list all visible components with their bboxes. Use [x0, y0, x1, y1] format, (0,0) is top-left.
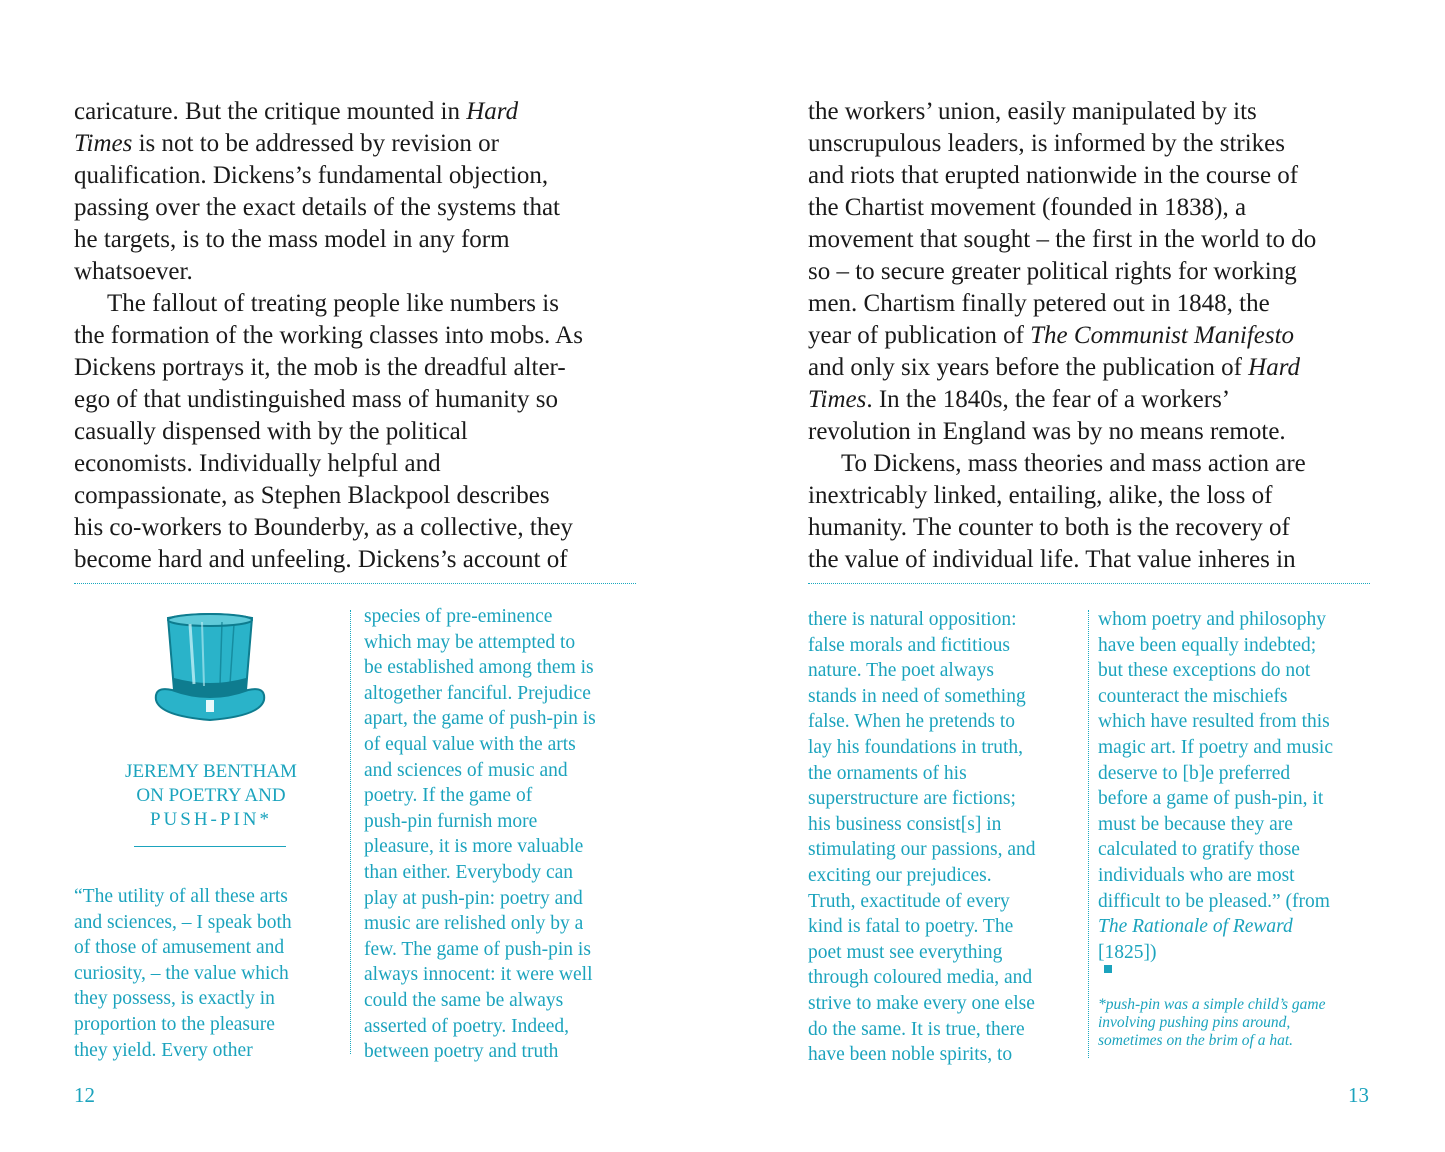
text-line: ego of that undistinguished mass of humanity so: [74, 386, 558, 413]
quote-line: few. The game of push-pin is: [364, 938, 591, 960]
text-line: movement that sought – the first in the world to do: [808, 226, 1317, 253]
quote-line: must be because they are: [1098, 813, 1293, 835]
quote-line: strive to make every one else: [808, 992, 1035, 1014]
quote-line: always innocent: it were well: [364, 964, 593, 986]
text-line: the workers’ union, easily manipulated by its: [808, 98, 1257, 125]
text-line: inextricably linked, entailing, alike, the loss of: [808, 482, 1273, 509]
quote-line: they yield. Every other: [74, 1039, 253, 1061]
text-line: qualification. Dickens’s fundamental objection,: [74, 162, 549, 189]
right-page: [722, 0, 1445, 1152]
text-line: [808, 384, 1374, 416]
text-line: the Chartist movement (founded in 1838), a: [808, 194, 1247, 221]
text-line: [74, 96, 636, 128]
quote-line: could the same be always: [364, 989, 564, 1011]
page-number: 13: [1348, 1083, 1369, 1107]
paragraph: [74, 288, 636, 576]
text-run: caricature. But the critique mounted in: [74, 98, 467, 125]
text-run: and only six years before the publication of: [808, 354, 1249, 381]
section-divider: [74, 583, 636, 584]
quote-line: false morals and fictitious: [808, 634, 1010, 656]
paragraph: [808, 448, 1374, 576]
text-line: humanity. The counter to both is the recovery of: [808, 514, 1290, 541]
heading-line: ON POETRY AND: [136, 785, 286, 806]
book-title: The Communist Manifesto: [1030, 322, 1295, 349]
text-line: the value of individual life. That value inheres in: [808, 546, 1296, 573]
text-line: and riots that erupted nationwide in the course of: [808, 162, 1299, 189]
quote-line: Truth, exactitude of every: [808, 890, 1010, 912]
quote-line: there is natural opposition:: [808, 609, 1017, 630]
quote-line: [1098, 914, 1333, 940]
quote-line: stands in need of something: [808, 685, 1026, 707]
quote-line: have been noble spirits, to: [808, 1044, 1013, 1066]
text-line: casually dispensed with by the political: [74, 418, 468, 445]
sidebar-column-3: [808, 607, 1036, 1068]
text-line: [808, 320, 1374, 352]
quote-line: whom poetry and philosophy: [1098, 609, 1327, 630]
quote-line: deserve to [b]e preferred: [1098, 762, 1291, 784]
footnote: [1098, 996, 1388, 1050]
quote-line: superstructure are fictions;: [808, 788, 1016, 810]
quote-line: apart, the game of push-pin is: [364, 708, 596, 730]
quote-line: lay his foundations in truth,: [808, 736, 1024, 758]
book-title: Times: [74, 130, 133, 157]
quote-line: than either. Everybody can: [364, 861, 574, 883]
quote-line: species of pre-eminence: [364, 606, 553, 627]
citation-year: [1825]): [1098, 941, 1157, 963]
quote-line: play at push-pin: poetry and: [364, 887, 583, 909]
heading-line: PUSH-PIN*: [149, 809, 273, 830]
quote-line: music are relished only by a: [364, 913, 584, 935]
footnote-line: sometimes on the brim of a hat.: [1098, 1032, 1294, 1049]
quote-line: before a game of push-pin, it: [1098, 788, 1324, 810]
text-line: [74, 128, 636, 160]
sidebar-column-2: [364, 604, 596, 1065]
quote-line: which have resulted from this: [1098, 711, 1330, 733]
text-line: become hard and unfeeling. Dickens’s account of: [74, 546, 568, 573]
sidebar-heading: [100, 760, 322, 832]
heading-line: JEREMY BENTHAM: [125, 761, 297, 782]
quote-line: counteract the mischiefs: [1098, 685, 1288, 707]
text-line: revolution in England was by no means remote.: [808, 418, 1286, 445]
text-run: . In the 1840s, the fear of a workers’: [866, 386, 1231, 413]
section-divider: [808, 583, 1370, 584]
quote-line: the ornaments of his: [808, 762, 967, 784]
main-text: [808, 96, 1374, 576]
quote-line: curiosity, – the value which: [74, 962, 289, 984]
quote-line: push-pin furnish more: [364, 810, 538, 832]
text-line: [808, 352, 1374, 384]
paragraph: [74, 96, 636, 288]
heading-underline: [134, 846, 286, 847]
quote-line: and sciences of music and: [364, 759, 568, 781]
footnote-line: *push-pin was a simple child’s game: [1098, 996, 1326, 1013]
end-mark-icon: [1104, 965, 1112, 973]
quote-line: his business consist[s] in: [808, 813, 1002, 835]
quote-line: between poetry and truth: [364, 1041, 559, 1063]
quote-line: nature. The poet always: [808, 660, 994, 682]
quote-line: calculated to gratify those: [1098, 839, 1300, 861]
text-line: he targets, is to the mass model in any form: [74, 226, 510, 253]
quote-line: individuals who are most: [1098, 864, 1295, 886]
quote-line: poet must see everything: [808, 941, 1003, 963]
quote-line: exciting our prejudices.: [808, 864, 992, 886]
text-line: Dickens portrays it, the mob is the dreadful alter-: [74, 354, 566, 381]
citation-title: The Rationale of Reward: [1098, 916, 1293, 938]
left-page: [0, 0, 722, 1152]
quote-line: altogether fanciful. Prejudice: [364, 682, 591, 704]
quote-line: magic art. If poetry and music: [1098, 736, 1333, 758]
page-number: 12: [74, 1083, 95, 1107]
quote-line: of equal value with the arts: [364, 733, 576, 755]
text-line: To Dickens, mass theories and mass action are: [841, 450, 1306, 477]
text-run: is not to be addressed by revision or: [132, 130, 499, 157]
text-line: so – to secure greater political rights for working: [808, 258, 1297, 285]
quote-line: be established among them is: [364, 657, 594, 679]
text-line: his co-workers to Bounderby, as a collective, they: [74, 514, 573, 541]
quote-line: they possess, is exactly in: [74, 988, 275, 1010]
book-title: Hard: [466, 98, 519, 125]
quote-line: [1098, 940, 1333, 974]
quote-line: do the same. It is true, there: [808, 1018, 1025, 1040]
quote-line: poetry. If the game of: [364, 785, 533, 807]
quote-line: through coloured media, and: [808, 967, 1033, 989]
text-line: men. Chartism finally petered out in 1848, the: [808, 290, 1270, 317]
text-line: The fallout of treating people like numbers is: [107, 290, 559, 317]
text-line: passing over the exact details of the systems that: [74, 194, 560, 221]
sidebar-column-1: [74, 884, 292, 1063]
text-line: economists. Individually helpful and: [74, 450, 441, 477]
quote-line: false. When he pretends to: [808, 711, 1016, 733]
book-title: Times: [808, 386, 867, 413]
top-hat-icon: [150, 612, 270, 730]
quote-line: stimulating our passions, and: [808, 839, 1036, 861]
quote-line: pleasure, it is more valuable: [364, 836, 584, 858]
column-divider: [1088, 610, 1089, 1058]
text-run: year of publication of: [808, 322, 1031, 349]
quote-line: but these exceptions do not: [1098, 660, 1311, 682]
paragraph: [808, 96, 1374, 448]
text-line: compassionate, as Stephen Blackpool describes: [74, 482, 550, 509]
quote-line: “The utility of all these arts: [74, 886, 288, 907]
footnote-line: involving pushing pins around,: [1098, 1014, 1291, 1031]
quote-line: and sciences, – I speak both: [74, 911, 292, 933]
quote-line: asserted of poetry. Indeed,: [364, 1015, 570, 1037]
quote-line: difficult to be pleased.” (from: [1098, 890, 1330, 912]
quote-line: proportion to the pleasure: [74, 1013, 275, 1035]
text-line: whatsoever.: [74, 258, 193, 285]
quote-line: which may be attempted to: [364, 631, 576, 653]
main-text: [74, 96, 636, 576]
quote-line: of those of amusement and: [74, 937, 285, 959]
quote-line: kind is fatal to poetry. The: [808, 916, 1014, 938]
column-divider: [350, 610, 351, 1054]
text-line: unscrupulous leaders, is informed by the strikes: [808, 130, 1285, 157]
book-title: Hard: [1248, 354, 1301, 381]
text-line: the formation of the working classes into mobs. As: [74, 322, 583, 349]
sidebar-column-4: [1098, 607, 1333, 973]
quote-line: have been equally indebted;: [1098, 634, 1317, 656]
